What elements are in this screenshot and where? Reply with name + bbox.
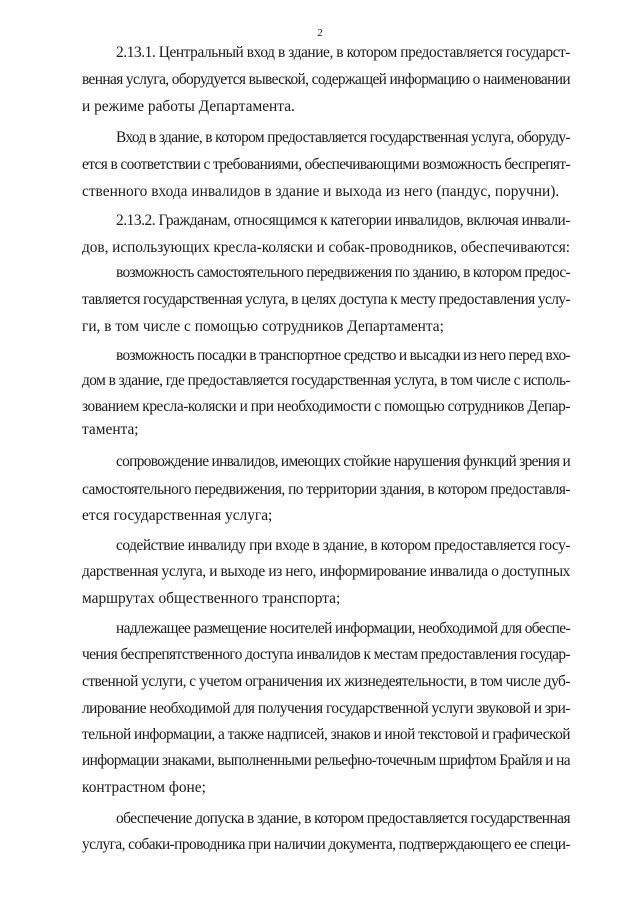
text-line: дом в здание, где предоставляется государственная услуга, в том числе с исполь- [82, 372, 570, 389]
text-line: лирование необходимой для получения государственной услуги звуковой и зри- [82, 700, 570, 717]
text-line: содействие инвалиду при входе в здание, в котором предоставляется госу- [116, 537, 570, 554]
text-line: дов, использующих кресла-коляски и собак-проводников, обеспечиваются: [82, 239, 570, 256]
text-line: контрастном фоне; [82, 779, 206, 796]
text-line: ется государственная услуга; [82, 507, 273, 524]
text-line: Вход в здание, в котором предоставляется государственная услуга, оборуду- [116, 129, 570, 146]
text-line: возможность самостоятельного передвижения по зданию, в котором предос- [116, 264, 570, 281]
text-line: и режиме работы Департамента. [82, 98, 295, 115]
text-line: тавляется государственная услуга, в целях доступа к месту предоставления услу- [82, 291, 570, 308]
text-line: возможность посадки в транспортное средство и высадки из него перед вхо- [116, 347, 570, 364]
text-line: сопровождение инвалидов, имеющих стойкие нарушения функций зрения и [116, 453, 570, 470]
text-line: маршрутах общественного транспорта; [82, 590, 341, 607]
text-line: надлежащее размещение носителей информации, необходимой для обеспе- [116, 620, 570, 637]
text-line: венная услуга, оборудуется вывеской, содержащей информацию о наименовании [82, 71, 570, 88]
text-line: ственной услуги, с учетом ограничения их жизнедеятельности, в том числе дуб- [82, 673, 570, 690]
text-line: 2.13.2. Гражданам, относящимся к категории инвалидов, включая инвали- [116, 212, 570, 229]
text-line: 2.13.1. Центральный вход в здание, в котором предоставляется государст- [116, 44, 570, 61]
text-line: самостоятельного передвижения, по территории здания, в котором предоставля- [82, 481, 570, 498]
text-line: ги, в том числе с помощью сотрудников Департамента; [82, 318, 444, 335]
text-line: ственного входа инвалидов в здание и выхода из него (пандус, поручни). [82, 183, 560, 200]
text-line: чения беспрепятственного доступа инвалидов к местам предоставления государ- [82, 646, 570, 663]
page-number: 2 [317, 27, 323, 39]
text-line: зованием кресла-коляски и при необходимости с помощью сотрудников Депар- [82, 398, 570, 415]
text-line: услуга, собаки-проводника при наличии документа, подтверждающего ее специ- [82, 836, 570, 853]
text-line: обеспечение допуска в здание, в котором предоставляется государственная [116, 810, 570, 827]
text-line: ется в соответствии с требованиями, обеспечивающими возможность беспрепят- [82, 156, 570, 173]
text-line: дарственная услуга, и выходе из него, информирование инвалида о доступных [82, 563, 570, 580]
text-line: тельной информации, а также надписей, знаков и иной текстовой и графической [82, 726, 570, 743]
text-line: информации знаками, выполненными рельефно-точечным шрифтом Брайля и на [82, 752, 570, 769]
text-line: тамента; [82, 421, 139, 438]
